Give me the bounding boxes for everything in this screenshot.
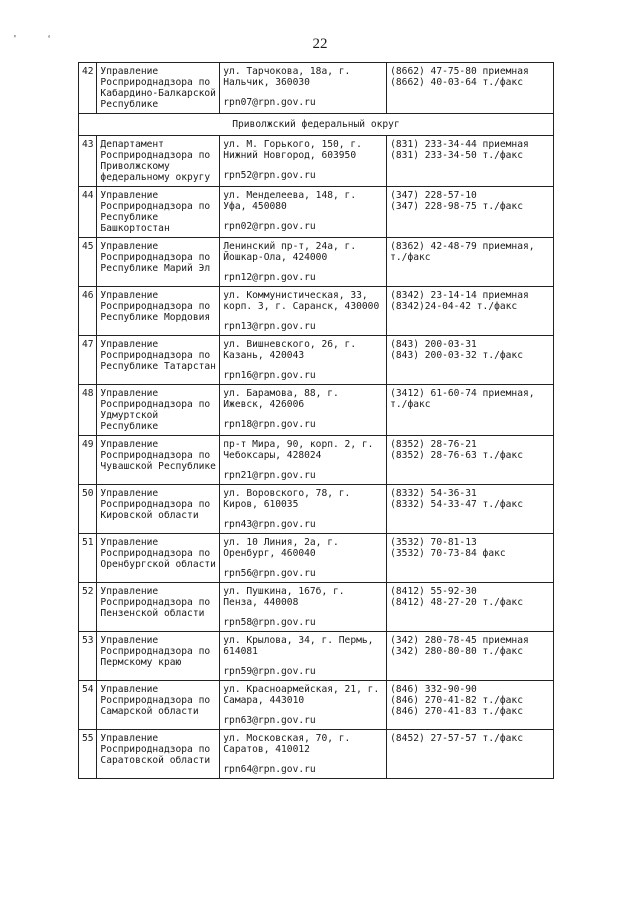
address-cell <box>220 681 387 730</box>
address-cell <box>220 730 387 779</box>
postal-address: ул. Коммунистическая, 33, корп. 3, г. Саранск, 430000 <box>223 290 380 312</box>
row-number: 51 <box>79 534 97 583</box>
email-address: rpn58@rpn.gov.ru <box>223 617 316 628</box>
phone-number: (3532) 70-73-84 факс <box>390 548 506 559</box>
table-row <box>79 632 554 681</box>
row-number: 42 <box>79 63 97 114</box>
address-cell <box>220 632 387 681</box>
organization-name: Управление Росприроднадзора по Республике Мордовия <box>97 287 220 336</box>
table-row <box>79 534 554 583</box>
phone-cell <box>387 136 554 187</box>
row-number: 46 <box>79 287 97 336</box>
organization-name: Управление Росприроднадзора по Оренбургской области <box>97 534 220 583</box>
address-cell <box>220 287 387 336</box>
district-row <box>79 114 554 136</box>
table-row <box>79 681 554 730</box>
phone-number: (3532) 70-81-13 <box>390 537 477 548</box>
organization-name: Управление Росприроднадзора по Пензенской области <box>97 583 220 632</box>
postal-address: ул. Вишневского, 26, г. Казань, 420043 <box>223 339 357 361</box>
postal-address: ул. Тарчокова, 18а, г. Нальчик, 360030 <box>223 66 351 88</box>
email-address: rpn43@rpn.gov.ru <box>223 519 316 530</box>
table-row <box>79 385 554 436</box>
phone-cell <box>387 238 554 287</box>
phone-number: т./факс <box>390 252 431 263</box>
email-address: rpn64@rpn.gov.ru <box>223 764 316 775</box>
phone-number: (342) 280-78-45 приемная <box>390 635 529 646</box>
phone-cell <box>387 436 554 485</box>
phone-cell <box>387 583 554 632</box>
postal-address: ул. Московская, 70, г. Саратов, 410012 <box>223 733 351 755</box>
organization-name: Управление Росприроднадзора по Кировской области <box>97 485 220 534</box>
page-number: 22 <box>312 36 328 52</box>
organization-name: Управление Росприроднадзора по Самарской области <box>97 681 220 730</box>
table-row <box>79 238 554 287</box>
email-address: rpn16@rpn.gov.ru <box>223 370 316 381</box>
organization-name: Управление Росприроднадзора по Чувашской Республике <box>97 436 220 485</box>
phone-number: (843) 200-03-31 <box>390 339 477 350</box>
organization-name: Управление Росприроднадзора по Республике Башкортостан <box>97 187 220 238</box>
postal-address: ул. Крылова, 34, г. Пермь, 614081 <box>223 635 374 657</box>
address-cell <box>220 436 387 485</box>
phone-number: (8352) 28-76-21 <box>390 439 477 450</box>
scan-mark: ' <box>14 34 16 45</box>
contacts-table <box>78 62 554 779</box>
email-address: rpn63@rpn.gov.ru <box>223 715 316 726</box>
address-cell <box>220 385 387 436</box>
address-cell <box>220 583 387 632</box>
phone-number: (347) 228-98-75 т./факс <box>390 201 523 212</box>
phone-number: (846) 270-41-83 т./факс <box>390 706 523 717</box>
phone-number: (8342)24-04-42 т./факс <box>390 301 518 312</box>
postal-address: ул. Барамова, 88, г. Ижевск, 426006 <box>223 388 339 410</box>
district-section <box>79 114 554 136</box>
email-address: rpn21@rpn.gov.ru <box>223 470 316 481</box>
table-row <box>79 730 554 779</box>
phone-number: (8332) 54-33-47 т./факс <box>390 499 523 510</box>
table-row <box>79 136 554 187</box>
phone-cell <box>387 632 554 681</box>
district-title: Приволжский федеральный округ <box>79 114 554 136</box>
row-number: 50 <box>79 485 97 534</box>
row-number: 43 <box>79 136 97 187</box>
organization-name: Управление Росприроднадзора по Удмуртской Республике <box>97 385 220 436</box>
address-cell <box>220 238 387 287</box>
phone-number: (831) 233-34-50 т./факс <box>390 150 523 161</box>
table-row <box>79 583 554 632</box>
phone-number: (843) 200-03-32 т./факс <box>390 350 523 361</box>
row-number: 49 <box>79 436 97 485</box>
phone-number: (846) 332-90-90 <box>390 684 477 695</box>
phone-number: (8412) 55-92-30 <box>390 586 477 597</box>
postal-address: ул. Красноармейская, 21, г. Самара, 443010 <box>223 684 380 706</box>
phone-number: (347) 228-57-10 <box>390 190 477 201</box>
table-row <box>79 187 554 238</box>
phone-number: т./факс <box>390 399 431 410</box>
email-address: rpn52@rpn.gov.ru <box>223 170 316 181</box>
postal-address: ул. Менделеева, 148, г. Уфа, 450080 <box>223 190 357 212</box>
address-cell <box>220 336 387 385</box>
rows-before <box>79 63 554 114</box>
phone-number: (831) 233-34-44 приемная <box>390 139 529 150</box>
phone-cell <box>387 681 554 730</box>
phone-number: (846) 270-41-82 т./факс <box>390 695 523 706</box>
row-number: 54 <box>79 681 97 730</box>
organization-name: Управление Росприроднадзора по Республике Татарстан <box>97 336 220 385</box>
row-number: 47 <box>79 336 97 385</box>
address-cell <box>220 63 387 114</box>
address-cell <box>220 534 387 583</box>
row-number: 55 <box>79 730 97 779</box>
table-row <box>79 287 554 336</box>
table-row <box>79 485 554 534</box>
postal-address: ул. М. Горького, 150, г. Нижний Новгород, 603950 <box>223 139 362 161</box>
row-number: 52 <box>79 583 97 632</box>
scan-mark: ‘ <box>48 34 51 45</box>
email-address: rpn02@rpn.gov.ru <box>223 221 316 232</box>
row-number: 48 <box>79 385 97 436</box>
row-number: 53 <box>79 632 97 681</box>
postal-address: ул. Воровского, 78, г. Киров, 610035 <box>223 488 351 510</box>
phone-number: (8662) 40-03-64 т./факс <box>390 77 523 88</box>
email-address: rpn12@rpn.gov.ru <box>223 272 316 283</box>
organization-name: Управление Росприроднадзора по Саратовской области <box>97 730 220 779</box>
postal-address: Ленинский пр-т, 24а, г. Йошкар-Ола, 424000 <box>223 241 357 263</box>
address-cell <box>220 187 387 238</box>
organization-name: Управление Росприроднадзора по Кабардино-Балкарской Республике <box>97 63 220 114</box>
postal-address: пр-т Мира, 90, корп. 2, г. Чебоксары, 428024 <box>223 439 374 461</box>
rows-after <box>79 136 554 779</box>
phone-number: (8342) 23-14-14 приемная <box>390 290 529 301</box>
phone-number: (8452) 27-57-57 т./факс <box>390 733 523 744</box>
email-address: rpn56@rpn.gov.ru <box>223 568 316 579</box>
phone-cell <box>387 385 554 436</box>
phone-number: (3412) 61-60-74 приемная, <box>390 388 535 399</box>
postal-address: ул. Пушкина, 167б, г. Пенза, 440008 <box>223 586 345 608</box>
phone-cell <box>387 63 554 114</box>
phone-cell <box>387 287 554 336</box>
postal-address: ул. 10 Линия, 2а, г. Оренбург, 460040 <box>223 537 339 559</box>
phone-cell <box>387 485 554 534</box>
table-row <box>79 436 554 485</box>
phone-number: (8362) 42-48-79 приемная, <box>390 241 535 252</box>
email-address: rpn07@rpn.gov.ru <box>223 97 316 108</box>
address-cell <box>220 485 387 534</box>
phone-number: (8662) 47-75-80 приемная <box>390 66 529 77</box>
organization-name: Департамент Росприроднадзора по Приволжскому федеральному округу <box>97 136 220 187</box>
table-row <box>79 63 554 114</box>
email-address: rpn13@rpn.gov.ru <box>223 321 316 332</box>
phone-cell <box>387 336 554 385</box>
email-address: rpn59@rpn.gov.ru <box>223 666 316 677</box>
table-row <box>79 336 554 385</box>
row-number: 44 <box>79 187 97 238</box>
address-cell <box>220 136 387 187</box>
row-number: 45 <box>79 238 97 287</box>
phone-cell <box>387 730 554 779</box>
phone-number: (8352) 28-76-63 т./факс <box>390 450 523 461</box>
email-address: rpn18@rpn.gov.ru <box>223 419 316 430</box>
phone-number: (8412) 48-27-20 т./факс <box>390 597 523 608</box>
phone-cell <box>387 187 554 238</box>
phone-cell <box>387 534 554 583</box>
phone-number: (342) 280-80-80 т./факс <box>390 646 523 657</box>
phone-number: (8332) 54-36-31 <box>390 488 477 499</box>
organization-name: Управление Росприроднадзора по Пермскому краю <box>97 632 220 681</box>
organization-name: Управление Росприроднадзора по Республике Марий Эл <box>97 238 220 287</box>
